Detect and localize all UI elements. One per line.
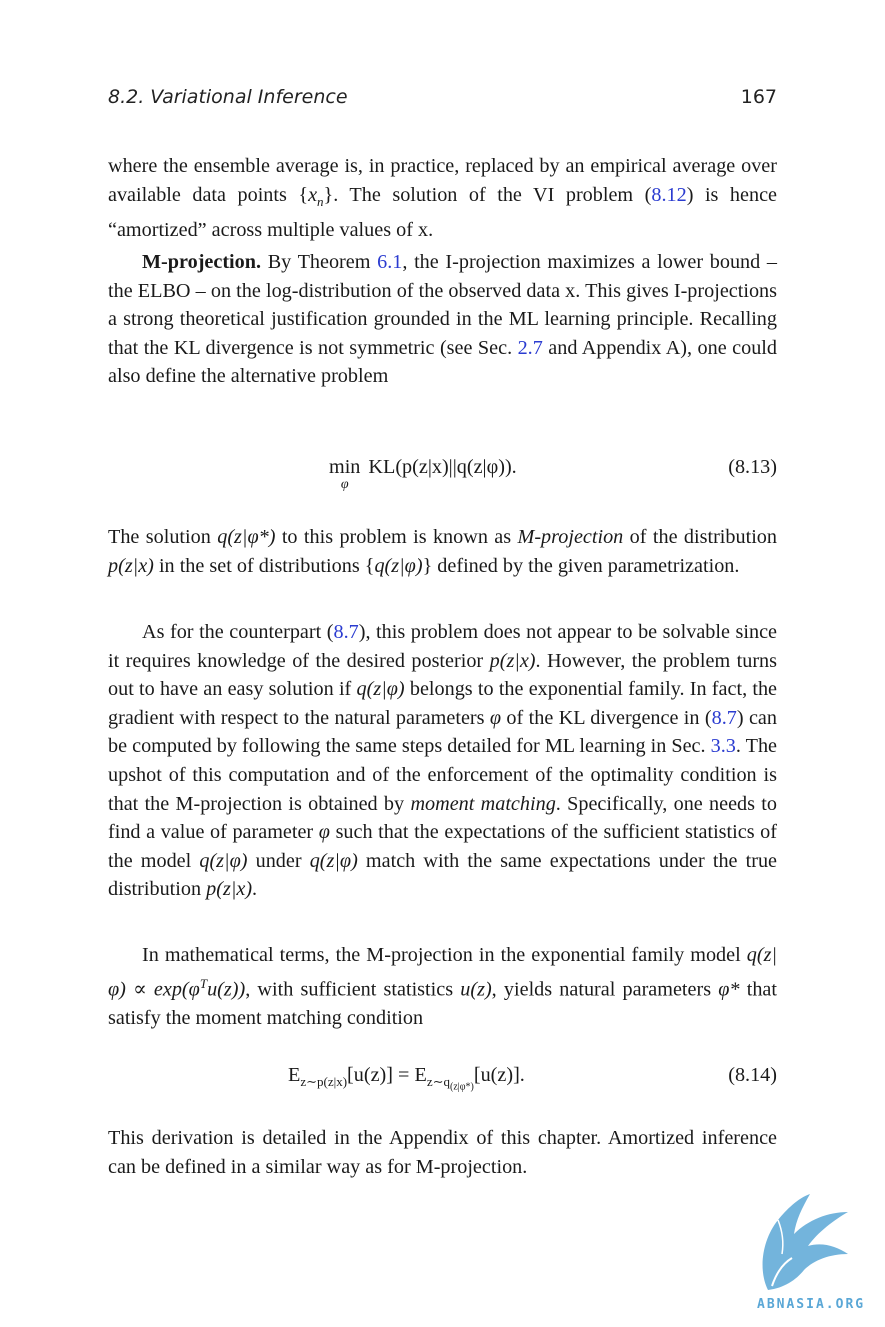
section-ref-2-7[interactable]: 2.7 bbox=[517, 336, 543, 359]
equation-ref-8-7-second[interactable]: 8.7 bbox=[711, 706, 737, 729]
equation-label-8-13: (8.13) bbox=[728, 456, 777, 478]
griffin-logo-icon bbox=[748, 1190, 858, 1300]
paragraph-derivation: This derivation is detailed in the Appendix of this chapter. Amortized inference can be defined in a similar way as for M-projection. bbox=[108, 1127, 777, 1178]
paragraph-heading: M-projection. bbox=[142, 251, 262, 273]
equation-8-13-body: min φ KL(p(z|x)||q(z|φ)). bbox=[329, 456, 517, 492]
page-number: 167 bbox=[740, 86, 777, 108]
paragraph-mathematical-terms: In mathematical terms, the M-projection in the exponential family model $q(z|\varphi) \propto \exp(\varphi^Tu(z))$, with sufficient statistics u(z), yields natural parameters φ* that satisfy the moment matching condition bbox=[108, 944, 777, 1029]
paragraph-counterpart: As for the counterpart (8.7), this problem does not appear to be solvable since it requires knowledge of the desired posterior p(z|x). However, the problem turns out to have an easy solution if q(z|φ) belongs to the exponential family. In fact, the gradient with respect to the natural parameters φ of the KL divergence in (8.7) can be computed by following the same steps detailed for ML learning in Sec. 3.3. The upshot of this computation and of the enforcement of the optimality condition is that the M-projection is obtained by moment matching. Specifically, one needs to find a value of parameter φ such that the expectations of the sufficient statistics of the model q(z|φ) under q(z|φ) match with the same expectations under the true distribution p(z|x). bbox=[108, 621, 778, 901]
equation-label-8-14: (8.14) bbox=[728, 1064, 777, 1086]
watermark-text: ABNASIA.ORG bbox=[757, 1297, 866, 1312]
equation-8-14-body: $E_{z\sim p(z|x)}[u(z)] = E_{z\sim q_{(z|\varphi*)}}[u(z)]$. bbox=[288, 1064, 525, 1093]
section-title: 8.2. Variational Inference bbox=[108, 86, 348, 108]
equation-8-14 bbox=[108, 1064, 777, 1104]
equation-ref-8-12[interactable]: 8.12 bbox=[651, 183, 687, 206]
paragraph-solution: The solution q(z|φ*) to this problem is known as M-projection of the distribution p(z|x) in the set of distributions {q(z|φ)} defined by the given parametrization. bbox=[108, 526, 777, 577]
equation-8-13 bbox=[108, 456, 777, 496]
paragraph-1: where the ensemble average is, in practice, replaced by an empirical average over available data points $\{x_n\}$. The solution of the VI problem (8.12) is hence “amortized” across multiple values of x. bbox=[108, 155, 777, 242]
equation-ref-8-7[interactable]: 8.7 bbox=[333, 621, 359, 643]
section-ref-3-3[interactable]: 3.3 bbox=[710, 735, 736, 758]
theorem-ref-6-1[interactable]: 6.1 bbox=[377, 251, 403, 273]
paragraph-m-projection: M-projection. By Theorem 6.1, the I-projection maximizes a lower bound – the ELBO – on the log-distribution of the observed data x. This gives I-projections a strong theoretical justification grounded in the ML learning principle. Recalling that the KL divergence is not symmetric (see Sec. 2.7 and Appendix A), one could also define the alternative problem bbox=[108, 251, 777, 388]
